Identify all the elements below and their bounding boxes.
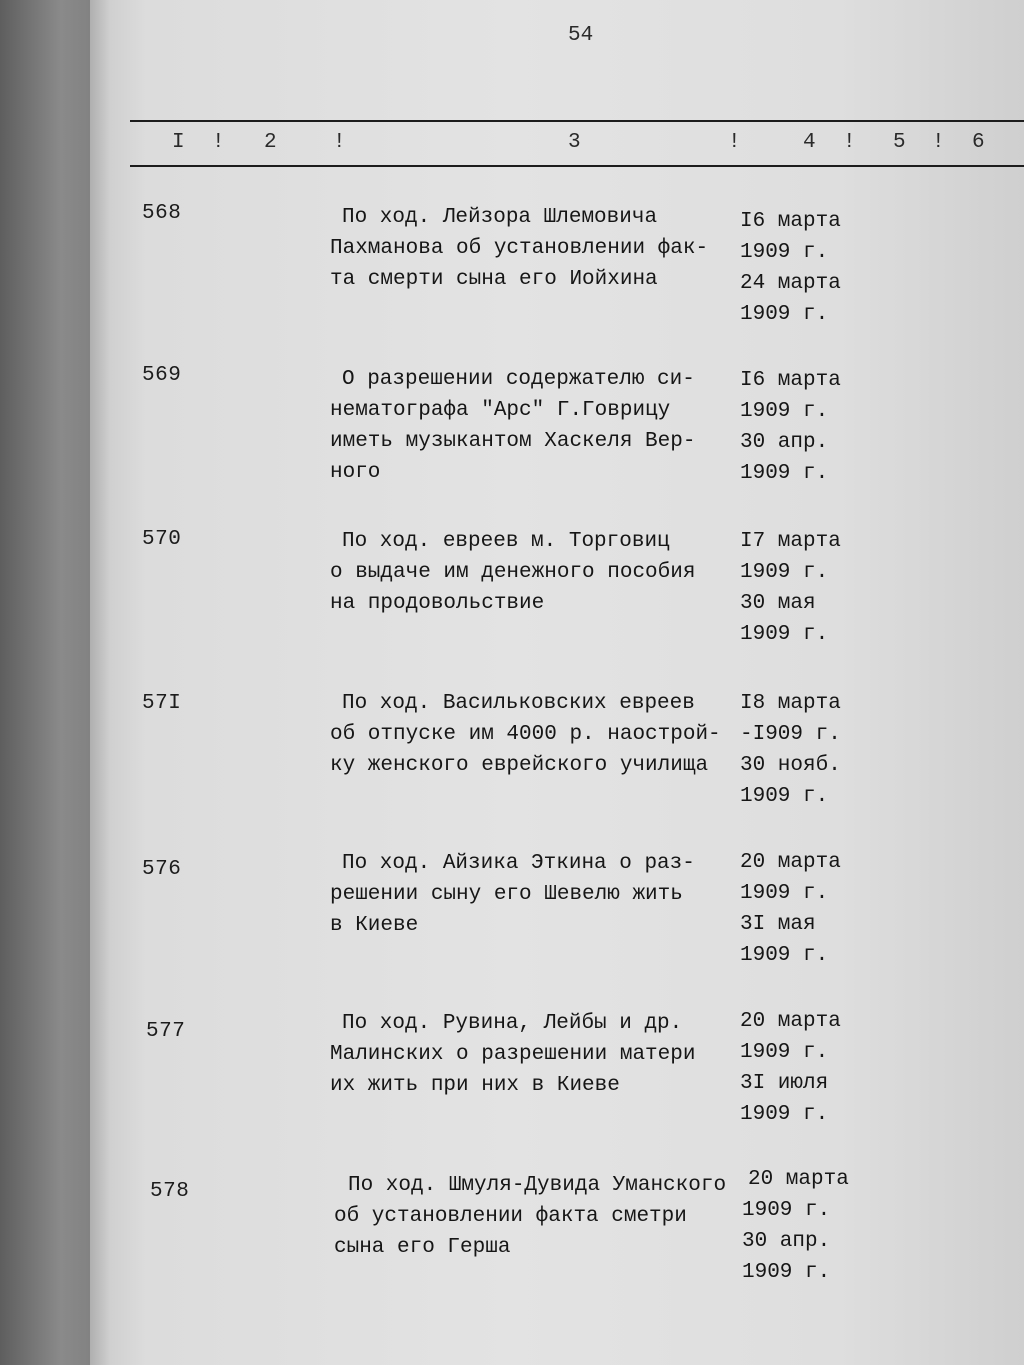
date-line: 20 марта — [740, 1010, 841, 1033]
column-header-4: 4 — [803, 131, 816, 154]
description-line: О разрешении содержателю си- — [342, 368, 695, 391]
entry-dates — [740, 526, 880, 650]
description-line: По ход. Рувина, Лейбы и др. — [342, 1012, 683, 1035]
column-separator: ! — [843, 131, 856, 154]
entry-number: 577 — [146, 1020, 186, 1043]
description-line: об отпуске им 4000 р. наострой- — [330, 723, 721, 746]
date-line: 1909 г. — [740, 785, 829, 808]
entry-description — [330, 526, 730, 619]
table-rule-bottom — [130, 165, 1024, 167]
date-line: 1909 г. — [740, 462, 829, 485]
column-separator: ! — [728, 131, 741, 154]
date-line: I6 марта — [740, 210, 841, 233]
column-header-1: I — [172, 131, 185, 154]
description-line: их жить при них в Киеве — [330, 1074, 620, 1097]
date-line: 1909 г. — [740, 400, 829, 423]
entry-description — [334, 1170, 734, 1263]
entry-number: 568 — [142, 202, 182, 225]
date-line: 1909 г. — [740, 241, 829, 264]
description-line: По ход. Лейзора Шлемовича — [342, 206, 658, 229]
date-line: I8 марта — [740, 692, 841, 715]
date-line: 20 марта — [740, 851, 841, 874]
entry-dates — [742, 1164, 882, 1288]
description-line: По ход. Васильковских евреев — [342, 692, 695, 715]
date-line: 1909 г. — [740, 303, 829, 326]
date-line: 3I июля — [740, 1072, 829, 1095]
date-line: 30 апр. — [740, 431, 829, 454]
date-line: 1909 г. — [742, 1261, 831, 1284]
description-line: иметь музыкантом Хаскеля Вер- — [330, 430, 696, 453]
entry-description — [330, 1008, 730, 1101]
description-line: ного — [330, 461, 381, 484]
date-line: 1909 г. — [740, 882, 829, 905]
date-line: -I909 г. — [740, 723, 841, 746]
date-line: 1909 г. — [742, 1199, 831, 1222]
description-line: о выдаче им денежного пособия — [330, 561, 696, 584]
entry-dates — [740, 688, 880, 812]
description-line: на продовольствие — [330, 592, 545, 615]
description-line: об установлении факта сметри — [334, 1205, 687, 1228]
column-header-2: 2 — [264, 131, 277, 154]
date-line: 30 апр. — [742, 1230, 831, 1253]
page-edge-shadow — [0, 0, 110, 1365]
description-line: ку женского еврейского училища — [330, 754, 709, 777]
entry-description — [330, 202, 730, 295]
column-header-6: 6 — [972, 131, 985, 154]
description-line: По ход. евреев м. Торговиц — [342, 530, 670, 553]
column-separator: ! — [932, 131, 945, 154]
entry-number: 576 — [142, 858, 182, 881]
description-line: По ход. Айзика Эткина о раз- — [342, 852, 695, 875]
description-line: в Киеве — [330, 914, 419, 937]
description-line: сына его Герша — [334, 1236, 511, 1259]
date-line: 20 марта — [748, 1168, 849, 1191]
entry-description — [330, 688, 730, 781]
description-line: та смерти сына его Иойхина — [330, 268, 658, 291]
date-line: I6 марта — [740, 369, 841, 392]
date-line: 30 нояб. — [740, 754, 841, 777]
description-line: решении сыну его Шевелю жить — [330, 883, 683, 906]
date-line: 3I мая — [740, 913, 816, 936]
description-line: По ход. Шмуля-Дувида Уманского — [348, 1174, 727, 1197]
date-line: 1909 г. — [740, 944, 829, 967]
column-separator: ! — [212, 131, 225, 154]
description-line: нематографа "Арс" Г.Говрицу — [330, 399, 671, 422]
column-header-5: 5 — [893, 131, 906, 154]
entry-dates — [740, 206, 880, 330]
description-line: Малинских о разрешении матери — [330, 1043, 696, 1066]
description-line: Пахманова об установлении фак- — [330, 237, 709, 260]
entry-number: 569 — [142, 364, 182, 387]
date-line: 1909 г. — [740, 1041, 829, 1064]
date-line: 1909 г. — [740, 623, 829, 646]
entry-description — [330, 364, 730, 488]
page-number: 54 — [568, 24, 594, 47]
date-line: 24 марта — [740, 272, 841, 295]
column-header-3: 3 — [568, 131, 581, 154]
entry-description — [330, 848, 730, 941]
entry-dates — [740, 365, 880, 489]
date-line: 1909 г. — [740, 561, 829, 584]
column-separator: ! — [333, 131, 346, 154]
entry-dates — [740, 1006, 880, 1130]
date-line: I7 марта — [740, 530, 841, 553]
entry-dates — [740, 847, 880, 971]
entry-number: 57I — [142, 692, 182, 715]
table-rule-top — [130, 120, 1024, 122]
entry-number: 578 — [150, 1180, 190, 1203]
date-line: 30 мая — [740, 592, 816, 615]
date-line: 1909 г. — [740, 1103, 829, 1126]
entry-number: 570 — [142, 528, 182, 551]
